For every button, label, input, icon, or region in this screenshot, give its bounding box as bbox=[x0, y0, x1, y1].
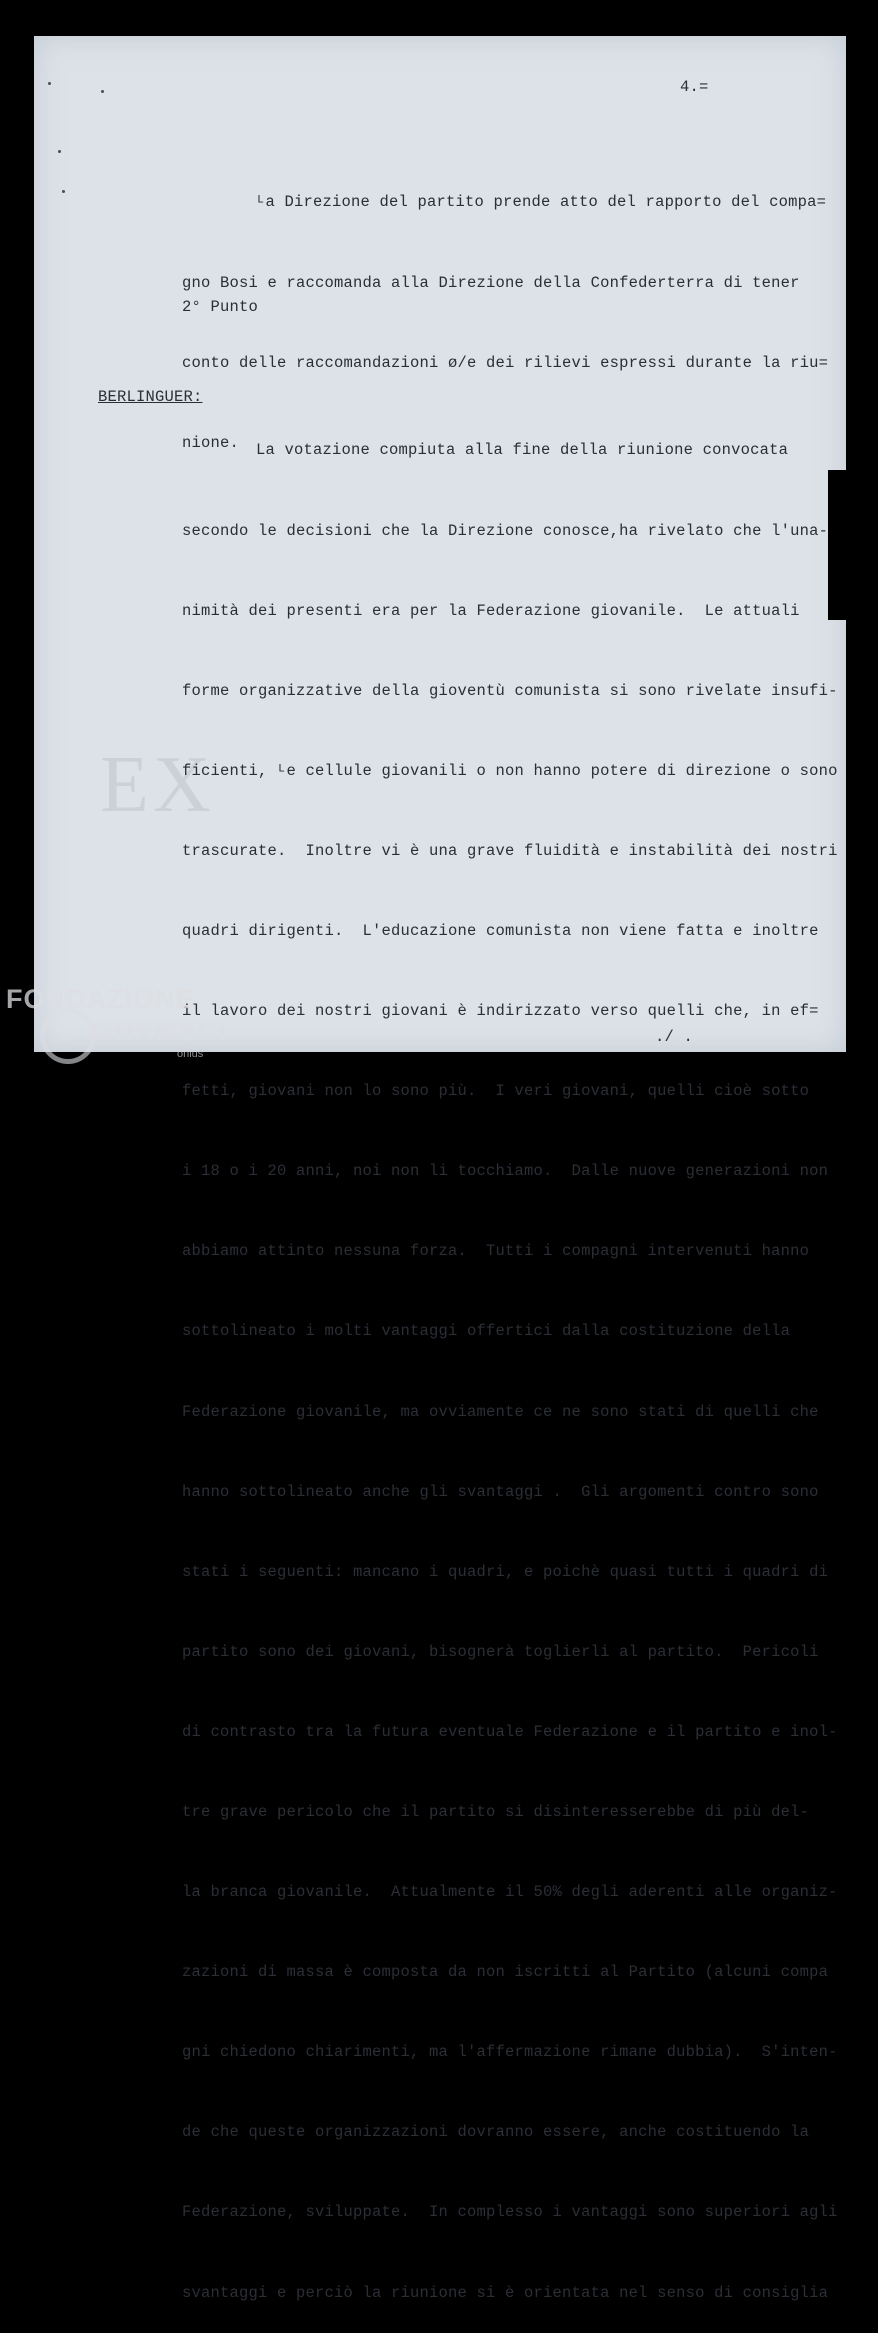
text-line: di contrasto tra la futura eventuale Federazione e il partito e inol- bbox=[182, 1722, 838, 1741]
text-line: gni chiedono chiarimenti, ma l'affermazione rimane dubbia). S'inten- bbox=[182, 2043, 838, 2062]
text-line: conto delle raccomandazioni ø/e dei rilievi espressi durante la riu= bbox=[182, 353, 829, 372]
archive-logo-line2: GRAMSCI bbox=[92, 1016, 227, 1046]
faint-stamp-watermark: EX bbox=[100, 741, 215, 829]
text-line: sottolineato i molti vantaggi offertici dalla costituzione della bbox=[182, 1322, 791, 1341]
speaker-name: BERLINGUER: bbox=[98, 388, 203, 406]
text-line: partito sono dei giovani, bisognerà toglierli al partito. Pericoli bbox=[182, 1642, 819, 1661]
text-line: nione. bbox=[182, 433, 240, 452]
text-line: il lavoro dei nostri giovani è indirizzato verso quelli che, in ef= bbox=[182, 1002, 819, 1021]
text-line: gno Bosi e raccomanda alla Direzione della Confederterra di tener bbox=[182, 273, 800, 292]
text-line: ᴸa Direzione del partito prende atto del rapporto del compa= bbox=[256, 193, 827, 212]
text-line: abbiamo attinto nessuna forza. Tutti i compagni intervenuti hanno bbox=[182, 1242, 810, 1261]
margin-speck bbox=[101, 90, 104, 93]
text-line: hanno sottolineato anche gli svantaggi . Gli argomenti contro sono bbox=[182, 1482, 819, 1501]
text-line: quadri dirigenti. L'educazione comunista non viene fatta e inoltre bbox=[182, 921, 819, 940]
text-line: nimità dei presenti era per la Federazione giovanile. Le attuali bbox=[182, 601, 800, 620]
margin-speck bbox=[62, 190, 65, 193]
text-line: la branca giovanile. Attualmente il 50% degli aderenti alle organiz- bbox=[182, 1883, 838, 1902]
text-line: trascurate. Inoltre vi è una grave fluidità e instabilità dei nostri bbox=[182, 841, 838, 860]
intervention-paragraph bbox=[182, 384, 838, 2333]
text-line: i 18 o i 20 anni, noi non li tocchiamo. Dalle nuove generazioni non bbox=[182, 1162, 829, 1181]
text-line: La votazione compiuta alla fine della riunione convocata bbox=[256, 441, 789, 460]
margin-speck bbox=[58, 150, 61, 153]
page-number: 4.= bbox=[680, 78, 709, 96]
text-line: de che queste organizzazioni dovranno essere, anche costituendo la bbox=[182, 2123, 810, 2142]
archive-logo-line3: onlus bbox=[177, 1048, 204, 1060]
text-line: zazioni di massa è composta da non iscritti al Partito (alcuni compa bbox=[182, 1963, 829, 1982]
archive-logo-ring bbox=[40, 1008, 96, 1064]
archive-logo-line1: FONDAZIONE bbox=[6, 984, 195, 1014]
text-line: stati i seguenti: mancano i quadri, e poichè quasi tutti i quadri di bbox=[182, 1562, 829, 1581]
text-line: tre grave pericolo che il partito si disinteresserebbe di più del- bbox=[182, 1803, 810, 1821]
section-heading: 2° Punto bbox=[182, 298, 259, 316]
margin-speck bbox=[48, 82, 51, 85]
text-line: ficienti, ᴸe cellule giovanili o non hanno potere di direzione o sono bbox=[182, 761, 838, 780]
text-line: svantaggi e perciò la riunione si è orientata nel senso di consiglia bbox=[182, 2283, 829, 2302]
text-line: forme organizzative della gioventù comunista si sono rivelate insufi- bbox=[182, 681, 838, 700]
text-line: Federazione giovanile, ma ovviamente ce ne sono stati di quelli che bbox=[182, 1402, 819, 1421]
text-line: fetti, giovani non lo sono più. I veri giovani, quelli cioè sotto bbox=[182, 1082, 810, 1101]
text-line: secondo le decisioni che la Direzione conosce,ha rivelato che l'una- bbox=[182, 521, 829, 540]
text-line: Federazione, sviluppate. In complesso i vantaggi sono superiori agli bbox=[182, 2203, 838, 2222]
continuation-mark: ./ . bbox=[655, 1028, 694, 1046]
